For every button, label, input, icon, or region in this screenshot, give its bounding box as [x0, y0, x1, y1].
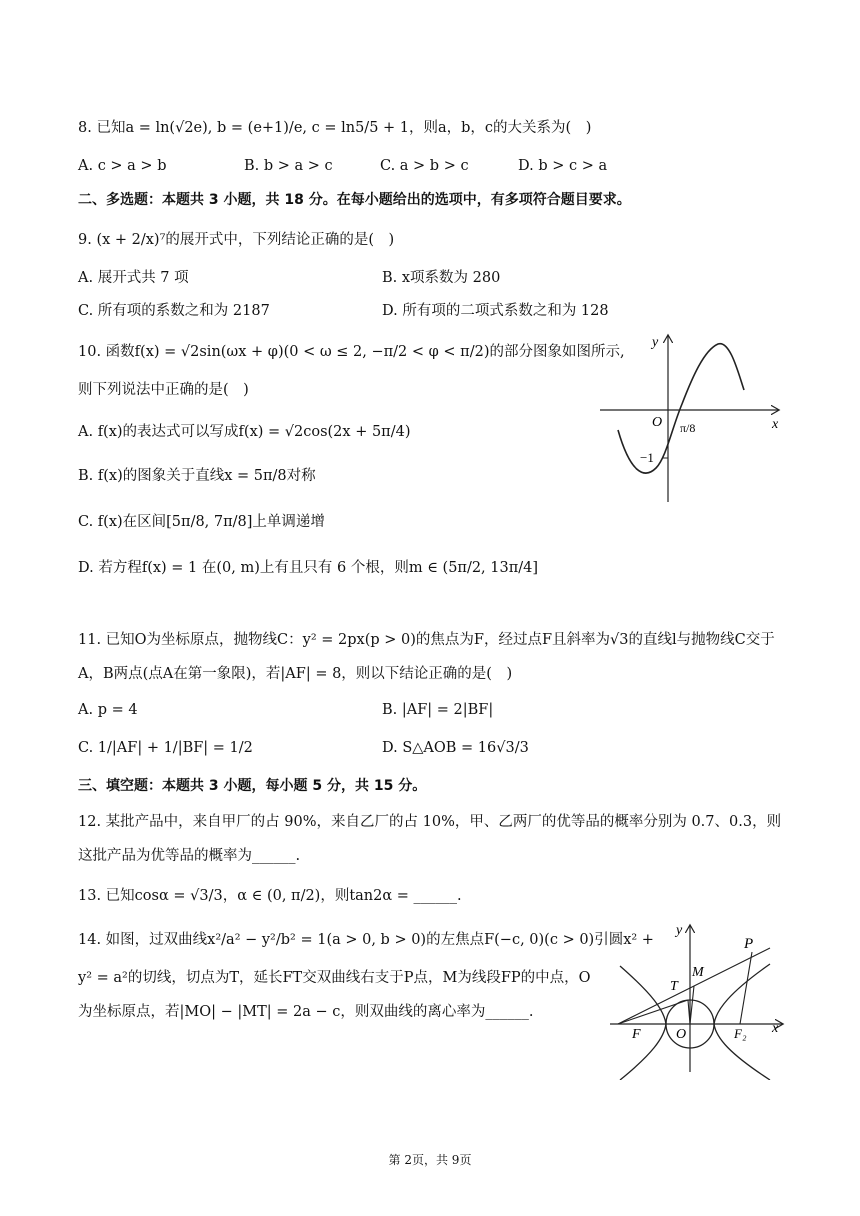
q9-option-a: A. 展开式共 7 项 [78, 270, 189, 286]
q14-stem-cont2: 为坐标原点，若|MO| − |MT| = 2a − c，则双曲线的离心率为______. [78, 1004, 534, 1020]
q10-option-b: B. f(x)的图象关于直线x = 5π/8对称 [78, 468, 316, 484]
q8-option-b: B. b > a > c [244, 158, 333, 174]
q10-y-label: y [652, 335, 659, 350]
q14-point-f2: F₂ [734, 1026, 747, 1041]
q10-x-label: x [772, 417, 779, 432]
q14-point-p: P [744, 936, 754, 952]
q10-stem-cont: 则下列说法中正确的是( ) [78, 382, 249, 398]
q8-option-d: D. b > c > a [518, 158, 608, 174]
q11-stem-cont: A，B两点(点A在第一象限)，若|AF| = 8，则以下结论正确的是( ) [78, 666, 513, 682]
q11-option-b: B. |AF| = 2|BF| [382, 702, 494, 718]
q10-option-d: D. 若方程f(x) = 1 在(0, m)上有且只有 6 个根，则m ∈ (5π/2, 13π/4] [78, 560, 539, 576]
q10-x-tick-label: π/8 [680, 421, 696, 435]
q14-point-o: O [676, 1027, 687, 1042]
q11-option-d: D. S△AOB = 16√3/3 [382, 740, 529, 756]
q11-stem: 11. 已知O为坐标原点，抛物线C：y² = 2px(p > 0)的焦点为F，经过点F且斜率为√3的直线l与抛物线C交于 [78, 632, 775, 648]
q9-option-b: B. x项系数为 280 [382, 270, 501, 286]
q10-y-tick-label: −1 [640, 450, 654, 465]
q11-option-c: C. 1/|AF| + 1/|BF| = 1/2 [78, 740, 253, 756]
q13-stem: 13. 已知cosα = √3/3，α ∈ (0, π/2)，则tan2α = ______. [78, 888, 462, 904]
q10-option-c: C. f(x)在区间[5π/8, 7π/8]上单调递增 [78, 514, 325, 530]
q8-stem: 8. 已知a = ln(√2e), b = (e+1)/e, c = ln5/5 + 1，则a，b，c的大关系为( ) [78, 120, 592, 136]
q10-origin-label: O [652, 415, 663, 430]
section-heading-fill-in: 三、填空题：本题共 3 小题，每小题 5 分，共 15 分。 [78, 778, 427, 794]
q9-option-c: C. 所有项的系数之和为 2187 [78, 303, 270, 319]
section-heading-multiple-choice: 二、多选题：本题共 3 小题，共 18 分。在每小题给出的选项中，有多项符合题目要求。 [78, 192, 631, 208]
page-footer: 第 2页，共 9页 [388, 1153, 472, 1167]
q14-point-m: M [692, 965, 704, 980]
q10-stem: 10. 函数f(x) = √2sin(ωx + φ)(0 < ω ≤ 2, −π/2 < φ < π/2)的部分图象如图所示, [78, 344, 625, 360]
q9-option-d: D. 所有项的二项式系数之和为 128 [382, 303, 609, 319]
q9-stem: 9. (x + 2/x)⁷的展开式中，下列结论正确的是( ) [78, 232, 395, 248]
q14-y-label: y [676, 923, 683, 938]
q14-stem: 14. 如图，过双曲线x²/a² − y²/b² = 1(a > 0, b > 0)的左焦点F(−c, 0)(c > 0)引圆x² + [78, 932, 654, 948]
q14-hyperbola-graph [606, 920, 786, 1080]
q10-option-a: A. f(x)的表达式可以写成f(x) = √2cos(2x + 5π/4) [78, 424, 411, 440]
q10-sine-graph [596, 332, 786, 508]
q8-option-a: A. c > a > b [78, 158, 167, 174]
q14-point-f: F [632, 1027, 641, 1042]
q14-point-t: T [670, 979, 678, 994]
q12-stem-cont: 这批产品为优等品的概率为______. [78, 848, 301, 864]
q14-x-label: x [772, 1021, 779, 1036]
q14-stem-cont1: y² = a²的切线，切点为T，延长FT交双曲线右支于P点，M为线段FP的中点，O [78, 970, 591, 986]
q11-option-a: A. p = 4 [78, 702, 138, 718]
q8-option-c: C. a > b > c [380, 158, 469, 174]
q12-stem: 12. 某批产品中，来自甲厂的占 90%，来自乙厂的占 10%，甲、乙两厂的优等品的概率分别为 0.7、0.3，则 [78, 814, 782, 830]
